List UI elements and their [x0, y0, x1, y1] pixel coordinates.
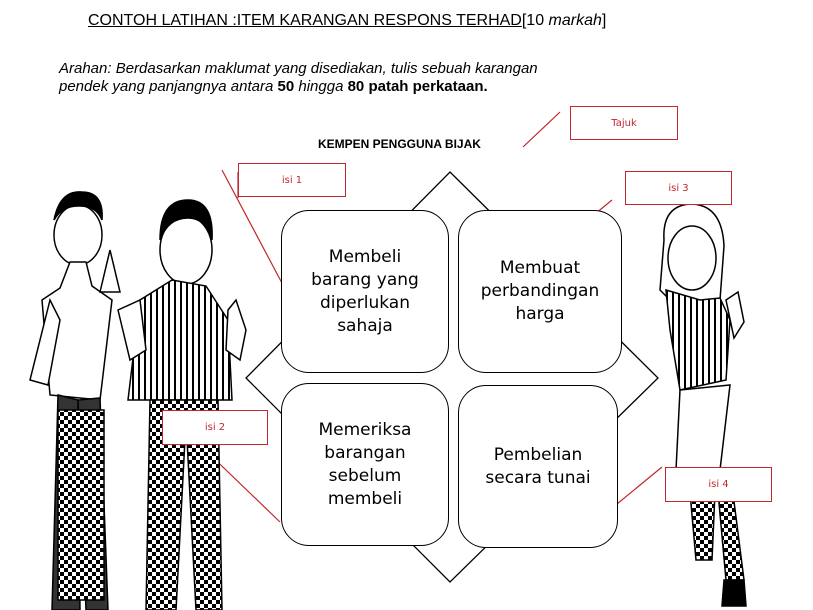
- box-perbandingan: [458, 210, 622, 373]
- diagram-title: KEMPEN PENGGUNA BIJAK: [318, 137, 481, 151]
- person-left-2: [118, 200, 246, 610]
- label-tajuk: Tajuk: [570, 106, 678, 140]
- box-membeli: [281, 210, 449, 373]
- person-left-1: [30, 192, 120, 610]
- marks-word: markah: [548, 12, 602, 29]
- person-right: [660, 204, 746, 606]
- marks-open: [10: [521, 12, 549, 29]
- label-isi-1: isi 1: [238, 163, 346, 197]
- box-text-3: Memeriksa barangan sebelum membeli: [318, 419, 412, 509]
- heading-title: CONTOH LATIHAN :ITEM KARANGAN RESPONS TERHAD: [88, 12, 522, 29]
- box-text-1: Membeli barang yang diperlukan sahaja: [311, 246, 419, 336]
- box-text-2: Membuat perbandingan harga: [480, 258, 600, 324]
- label-isi-4: isi 4: [665, 467, 772, 502]
- box-memeriksa: [281, 383, 449, 546]
- instruction-line-2: pendek yang panjangnya antara 50 hingga 80 patah perkataan.: [59, 78, 488, 95]
- marks-close: ]: [601, 12, 607, 29]
- instruction-line-1: Arahan: Berdasarkan maklumat yang disediakan, tulis sebuah karangan: [59, 60, 538, 77]
- box-tunai: [458, 385, 618, 548]
- box-text-4: Pembelian secara tunai: [485, 444, 591, 488]
- label-isi-3: isi 3: [625, 171, 732, 205]
- label-isi-2: isi 2: [162, 410, 268, 445]
